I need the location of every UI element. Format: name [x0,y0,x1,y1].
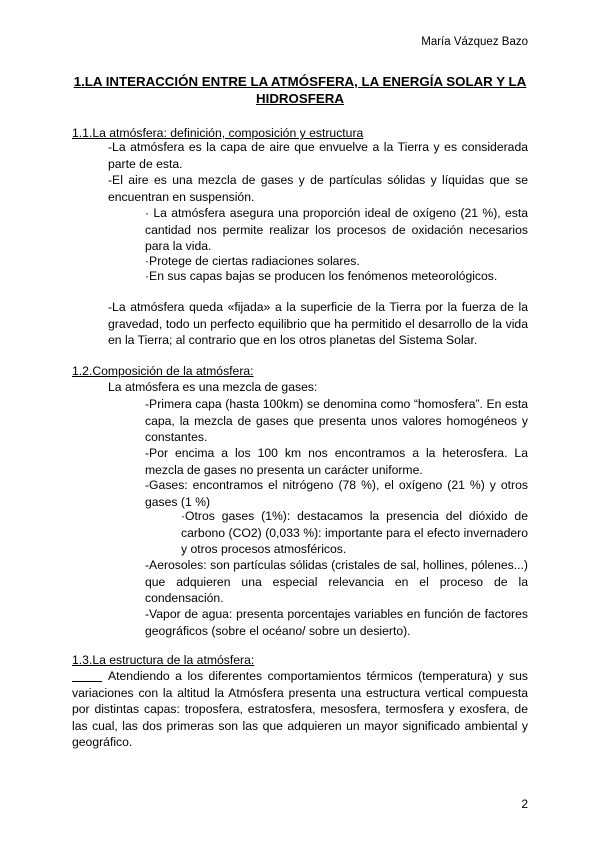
bullet-item: · La atmósfera asegura una proporción ideal de oxígeno (21 %), esta cantidad nos permite realizar los procesos de oxidación necesarios para la vida. [145,206,528,253]
list-item: -Por encima a los 100 km nos encontramos a la heterosfera. La mezcla de gases no presenta un carácter uniforme. [145,446,528,477]
page-title: 1.LA INTERACCIÓN ENTRE LA ATMÓSFERA, LA ENERGÍA SOLAR Y LA HIDROSFERA [73,74,527,106]
sub-list-item: ·Otros gases (1%): destacamos la presencia del dióxido de carbono (CO2) (0,033 %): importante para el efecto invernadero y otros procesos atmosféricos. [181,509,528,556]
paragraph [72,668,528,751]
section-heading-1-1: 1.1.La atmósfera: definición, composición y estructura [72,126,364,140]
page-number: 2 [521,797,528,811]
paragraph: -La atmósfera es la capa de aire que envuelve a la Tierra y es considerada parte de esta. [108,140,528,171]
list-item: -Primera capa (hasta 100km) se denomina como “homosfera”. En esta capa, la mezcla de gases que presenta unos valores homogéneos y constantes. [145,397,528,444]
paragraph: -El aire es una mezcla de gases y de partículas sólidas y líquidas que se encuentran en suspensión. [108,173,528,204]
paragraph: La atmósfera es una mezcla de gases: [108,380,318,394]
list-item: -Aerosoles: son partículas sólidas (cristales de sal, hollines, pólenes...) que adquieren una especial relevancia en el proceso de la condensación. [145,558,528,605]
section-heading-1-3: 1.3.La estructura de la atmósfera: [72,653,255,667]
paragraph: -La atmósfera queda «fijada» a la superficie de la Tierra por la fuerza de la gravedad, todo un perfecto equilibrio que ha permitido el desarrollo de la vida en la Tierra; al contrario que en los otros planetas del Sistema Solar. [108,300,528,347]
section-heading-1-2: 1.2.Composición de la atmósfera: [72,364,254,378]
underline-blank [72,670,102,682]
bullet-item: ·Protege de ciertas radiaciones solares. [145,254,360,268]
list-item: -Gases: encontramos el nitrógeno (78 %), el oxígeno (21 %) y otros gases (1 %) [145,478,528,509]
author-name: María Vázquez Bazo [421,36,528,48]
bullet-item: ·En sus capas bajas se producen los fenómenos meteorológicos. [145,269,498,283]
paragraph-text: Atendiendo a los diferentes comportamientos térmicos (temperatura) y sus variaciones con la altitud la Atmósfera presenta una estructura vertical compuesta por distintas capas: troposfera, estratosfera, mesosfera, termosfera y exosfera, de las cual, las dos primeras son las que adquieren un mayor significado ambiental y geográfico. [72,669,528,749]
list-item: -Vapor de agua: presenta porcentajes variables en función de factores geográficos (sobre el océano/ sobre un desierto). [145,607,528,638]
